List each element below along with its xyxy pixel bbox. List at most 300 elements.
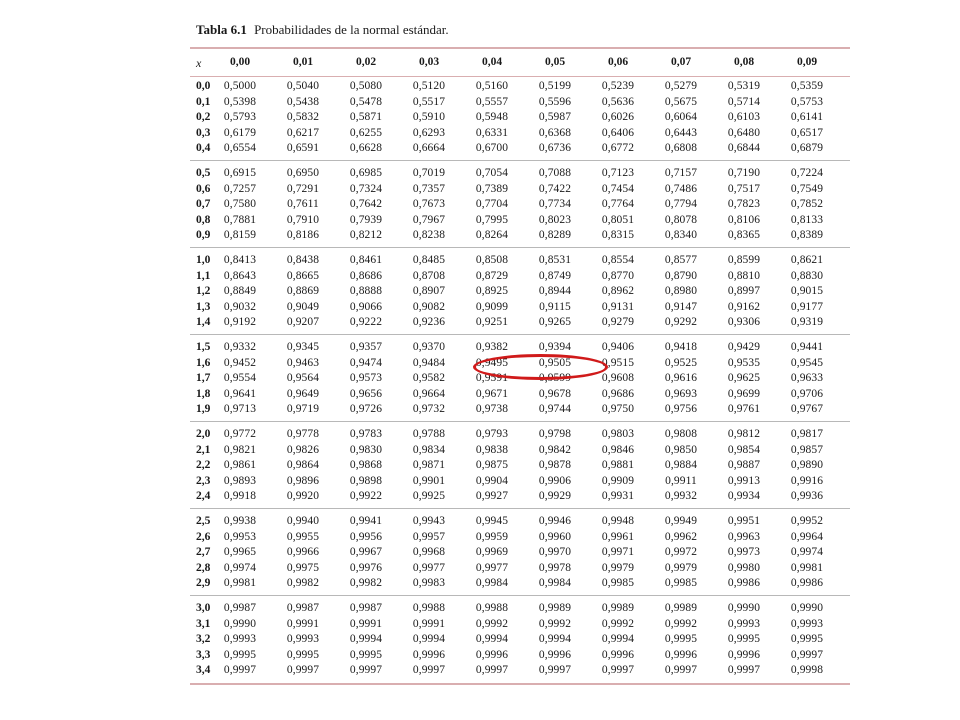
table-cell: 0,8485 [412,254,446,266]
table-cell: 0,9978 [538,561,572,574]
table-row [190,142,850,158]
table-cell: 0,9878 [538,459,572,472]
table-cell: 0,8749 [538,269,572,282]
table-cell: 0,6368 [538,126,572,139]
table-cell: 0,9842 [538,443,572,456]
table-cell: 0,9306 [727,316,761,329]
table-cell: 0,6664 [412,142,446,155]
table-cell: 0,9995 [727,633,761,646]
table-cell: 0,7995 [475,213,509,226]
row-x-label: 3,2 [196,633,211,646]
table-row [190,388,850,404]
table-title: Probabilidades de la normal estándar. [254,22,449,37]
table-cell: 0,5040 [286,80,320,92]
table-cell: 0,6950 [286,167,320,179]
table-cell: 0,9997 [727,664,761,677]
table-cell: 0,6985 [349,167,383,179]
column-header: 0,01 [292,56,314,68]
table-cell: 0,9738 [475,403,509,416]
table-cell: 0,5080 [349,80,383,92]
table-cell: 0,7123 [601,167,635,179]
table-cell: 0,7257 [223,182,257,195]
table-cell: 0,9099 [475,300,509,313]
row-x-label: 1,1 [196,269,211,282]
table-cell: 0,9994 [538,633,572,646]
table-cell: 0,5948 [475,111,509,124]
table-row [190,515,850,531]
table-row [190,111,850,127]
table-cell: 0,9932 [664,490,698,503]
table-cell: 0,9987 [223,602,257,614]
table-cell: 0,9761 [727,403,761,416]
table-row [190,403,850,419]
row-x-label: 2,9 [196,577,211,590]
row-x-label: 1,9 [196,403,211,416]
table-cell: 0,9345 [286,341,320,353]
table-cell: 0,9429 [727,341,761,353]
table-cell: 0,5987 [538,111,572,124]
table-cell: 0,9988 [412,602,446,614]
table-cell: 0,5557 [475,95,509,108]
table-cell: 0,9115 [539,300,571,313]
table-cell: 0,9992 [538,617,572,630]
table-cell: 0,9934 [727,490,761,503]
row-x-label: 2,3 [196,474,211,487]
table-cell: 0,9996 [664,648,698,661]
table-cell: 0,9854 [727,443,761,456]
table-cell: 0,9931 [601,490,635,503]
table-cell: 0,9131 [601,300,635,313]
table-cell: 0,8770 [601,269,635,282]
table-cell: 0,8944 [538,285,572,298]
table-cell: 0,9997 [538,664,572,677]
group-divider [190,595,850,596]
table-cell: 0,9995 [286,648,320,661]
table-cell: 0,9997 [664,664,698,677]
table-cell: 0,6293 [412,126,446,139]
table-cell: 0,8051 [601,213,635,226]
group-divider [190,247,850,248]
table-cell: 0,9936 [790,490,824,503]
table-row [190,444,850,460]
table-cell: 0,8365 [727,229,761,242]
table-cell: 0,8212 [349,229,383,242]
table-cell: 0,9909 [601,474,635,487]
table-cell: 0,7939 [349,213,383,226]
table-cell: 0,9901 [412,474,446,487]
row-x-label: 0,8 [196,213,211,226]
table-row [190,301,850,317]
highlight-ellipse [473,354,608,380]
table-cell: 0,9972 [664,546,698,559]
table-cell: 0,8238 [412,229,446,242]
table-cell: 0,5239 [601,80,635,92]
column-header: 0,04 [481,56,503,68]
table-cell: 0,9986 [790,577,824,590]
table-row [190,602,850,618]
table-cell: 0,9943 [412,515,446,527]
table-scan [190,14,850,704]
table-cell: 0,7291 [286,182,320,195]
row-x-label: 0,1 [196,95,211,108]
group-divider [190,334,850,335]
table-cell: 0,9767 [790,403,824,416]
table-row [190,198,850,214]
table-cell: 0,9995 [349,648,383,661]
table-cell: 0,9992 [475,617,509,630]
table-caption [196,22,449,38]
table-cell: 0,6443 [664,126,698,139]
table-cell: 0,5478 [349,95,383,108]
table-cell: 0,9441 [790,341,824,353]
table-cell: 0,8078 [664,213,698,226]
table-cell: 0,9967 [349,546,383,559]
table-cell: 0,9993 [727,617,761,630]
table-cell: 0,6255 [349,126,383,139]
table-cell: 0,6808 [664,142,698,155]
table-cell: 0,9817 [790,428,824,440]
column-header-row [190,56,850,74]
table-cell: 0,9913 [727,474,761,487]
table-cell: 0,7852 [790,198,824,211]
row-x-label: 3,1 [196,617,211,630]
table-cell: 0,8106 [727,213,761,226]
table-cell: 0,9995 [223,648,257,661]
table-cell: 0,8389 [790,229,824,242]
table-row [190,546,850,562]
row-x-label: 0,2 [196,111,211,124]
table-row [190,127,850,143]
table-cell: 0,9147 [664,300,698,313]
table-cell: 0,9881 [601,459,635,472]
table-cell: 0,9980 [727,561,761,574]
table-cell: 0,5714 [727,95,761,108]
table-cell: 0,9988 [475,602,509,614]
table-cell: 0,9599 [538,372,572,385]
table-cell: 0,8413 [223,254,257,266]
table-cell: 0,8907 [412,285,446,298]
table-cell: 0,8554 [601,254,635,266]
table-cell: 0,9953 [223,530,257,543]
table-cell: 0,9961 [601,530,635,543]
table-cell: 0,9959 [475,530,509,543]
table-cell: 0,8830 [790,269,824,282]
table-cell: 0,9788 [412,428,446,440]
table-cell: 0,7549 [790,182,824,195]
table-cell: 0,9591 [475,372,509,385]
table-cell: 0,9719 [286,403,320,416]
table-cell: 0,5517 [412,95,446,108]
table-cell: 0,9803 [601,428,635,440]
table-cell: 0,9949 [664,515,698,527]
table-cell: 0,8531 [538,254,572,266]
row-x-label: 1,0 [196,254,211,266]
table-cell: 0,8621 [790,254,824,266]
table-cell: 0,9750 [601,403,635,416]
table-cell: 0,8264 [475,229,509,242]
table-cell: 0,5793 [223,111,257,124]
bottom-rule [190,683,850,685]
table-cell: 0,9982 [349,577,383,590]
table-cell: 0,9319 [790,316,824,329]
table-cell: 0,9981 [790,561,824,574]
table-cell: 0,8159 [223,229,257,242]
table-cell: 0,8869 [286,285,320,298]
table-cell: 0,9995 [664,633,698,646]
table-cell: 0,9994 [601,633,635,646]
row-x-label: 1,5 [196,341,211,353]
table-cell: 0,5636 [601,95,635,108]
table-cell: 0,9382 [475,341,509,353]
table-cell: 0,9927 [475,490,509,503]
table-cell: 0,6554 [223,142,257,155]
table-cell: 0,9987 [349,602,383,614]
table-cell: 0,9985 [664,577,698,590]
table-cell: 0,9993 [223,633,257,646]
group-divider [190,160,850,161]
table-cell: 0,9826 [286,443,320,456]
table-cell: 0,7642 [349,198,383,211]
table-cell: 0,9713 [223,403,257,416]
table-cell: 0,9938 [223,515,257,527]
table-cell: 0,9463 [286,356,320,369]
table-cell: 0,6141 [790,111,824,124]
table-cell: 0,5398 [223,95,257,108]
table-cell: 0,7088 [538,167,572,179]
row-x-label: 2,2 [196,459,211,472]
table-cell: 0,9991 [286,617,320,630]
table-cell: 0,9948 [601,515,635,527]
table-cell: 0,8925 [475,285,509,298]
table-cell: 0,6406 [601,126,635,139]
x-header: x [196,56,202,70]
table-cell: 0,7422 [538,182,572,195]
table-cell: 0,9968 [412,546,446,559]
table-cell: 0,9982 [286,577,320,590]
table-cell: 0,5438 [286,95,320,108]
table-cell: 0,9981 [223,577,257,590]
table-cell: 0,9952 [790,515,824,527]
table-cell: 0,9951 [727,515,761,527]
table-cell: 0,9236 [412,316,446,329]
table-cell: 0,5319 [727,80,761,92]
row-x-label: 2,0 [196,428,211,440]
table-cell: 0,9929 [538,490,572,503]
row-x-label: 1,8 [196,387,211,400]
table-row [190,285,850,301]
table-cell: 0,9082 [412,300,446,313]
table-cell: 0,6591 [286,142,320,155]
table-cell: 0,7357 [412,182,446,195]
row-x-label: 1,4 [196,316,211,329]
table-cell: 0,6736 [538,142,572,155]
table-cell: 0,9945 [475,515,509,527]
table-cell: 0,8686 [349,269,383,282]
table-cell: 0,9996 [727,648,761,661]
table-cell: 0,8023 [538,213,572,226]
table-cell: 0,9990 [790,602,824,614]
row-x-label: 0,5 [196,167,211,179]
table-cell: 0,9993 [286,633,320,646]
table-cell: 0,8643 [223,269,257,282]
table-cell: 0,7580 [223,198,257,211]
table-row [190,96,850,112]
table-cell: 0,9911 [665,474,697,487]
table-cell: 0,6879 [790,142,824,155]
row-x-label: 3,0 [196,602,211,614]
top-rule [190,47,850,49]
table-cell: 0,9977 [475,561,509,574]
table-row [190,490,850,506]
table-cell: 0,7190 [727,167,761,179]
table-cell: 0,9997 [790,648,824,661]
column-header: 0,02 [355,56,377,68]
table-cell: 0,8599 [727,254,761,266]
table-cell: 0,9997 [475,664,509,677]
table-cell: 0,9991 [349,617,383,630]
table-row [190,80,850,96]
table-cell: 0,9850 [664,443,698,456]
row-x-label: 2,1 [196,443,211,456]
table-cell: 0,8997 [727,285,761,298]
column-header: 0,06 [607,56,629,68]
column-header: 0,07 [670,56,692,68]
table-cell: 0,6331 [475,126,509,139]
table-cell: 0,9898 [349,474,383,487]
table-cell: 0,6064 [664,111,698,124]
table-cell: 0,9996 [601,648,635,661]
table-cell: 0,9834 [412,443,446,456]
table-cell: 0,9997 [286,664,320,677]
table-cell: 0,7389 [475,182,509,195]
column-header: 0,00 [229,56,251,68]
table-cell: 0,9798 [538,428,572,440]
table-cell: 0,9941 [349,515,383,527]
table-cell: 0,9925 [412,490,446,503]
table-cell: 0,9625 [727,372,761,385]
table-row [190,531,850,547]
table-cell: 0,8729 [475,269,509,282]
table-cell: 0,5199 [538,80,572,92]
table-cell: 0,9671 [475,387,509,400]
table-cell: 0,9793 [475,428,509,440]
table-cell: 0,5675 [664,95,698,108]
table-cell: 0,9778 [286,428,320,440]
table-cell: 0,9996 [475,648,509,661]
table-cell: 0,9979 [664,561,698,574]
table-cell: 0,9997 [223,664,257,677]
group-divider [190,508,850,509]
table-cell: 0,8340 [664,229,698,242]
column-header: 0,09 [796,56,818,68]
table-cell: 0,9987 [286,602,320,614]
table-cell: 0,9756 [664,403,698,416]
table-cell: 0,9808 [664,428,698,440]
table-cell: 0,7454 [601,182,635,195]
table-cell: 0,9993 [790,617,824,630]
row-x-label: 3,3 [196,648,211,661]
table-cell: 0,9990 [223,617,257,630]
table-cell: 0,7324 [349,182,383,195]
table-cell: 0,9554 [223,372,257,385]
table-cell: 0,9985 [601,577,635,590]
table-cell: 0,7764 [601,198,635,211]
table-cell: 0,7157 [664,167,698,179]
table-cell: 0,8315 [601,229,635,242]
table-cell: 0,7224 [790,167,824,179]
table-cell: 0,5871 [349,111,383,124]
table-cell: 0,9857 [790,443,824,456]
table-cell: 0,9890 [790,459,824,472]
table-cell: 0,9783 [349,428,383,440]
table-cell: 0,9015 [790,285,824,298]
table-cell: 0,9971 [601,546,635,559]
table-cell: 0,9991 [412,617,446,630]
table-cell: 0,9162 [727,300,761,313]
table-cell: 0,9535 [727,356,761,369]
table-cell: 0,9963 [727,530,761,543]
table-cell: 0,9292 [664,316,698,329]
table-cell: 0,9984 [538,577,572,590]
table-cell: 0,5120 [412,80,446,92]
table-row [190,577,850,593]
table-cell: 0,9896 [286,474,320,487]
table-cell: 0,9222 [349,316,383,329]
row-x-label: 0,6 [196,182,211,195]
table-cell: 0,9940 [286,515,320,527]
table-cell: 0,9992 [601,617,635,630]
table-cell: 0,9649 [286,387,320,400]
table-cell: 0,9838 [475,443,509,456]
column-header: 0,03 [418,56,440,68]
row-x-label: 0,3 [196,126,211,139]
table-cell: 0,9821 [223,443,257,456]
table-row [190,475,850,491]
table-cell: 0,9664 [412,387,446,400]
table-cell: 0,9922 [349,490,383,503]
row-x-label: 1,6 [196,356,211,369]
table-cell: 0,9394 [538,341,572,353]
table-cell: 0,9418 [664,341,698,353]
table-cell: 0,9265 [538,316,572,329]
row-x-label: 3,4 [196,664,211,677]
table-cell: 0,9633 [790,372,824,385]
table-cell: 0,9656 [349,387,383,400]
table-cell: 0,9515 [601,356,635,369]
table-row [190,316,850,332]
table-cell: 0,6844 [727,142,761,155]
row-x-label: 1,2 [196,285,211,298]
table-cell: 0,9177 [790,300,824,313]
table-cell: 0,9032 [223,300,257,313]
table-cell: 0,9994 [412,633,446,646]
table-cell: 0,9994 [349,633,383,646]
table-cell: 0,8980 [664,285,698,298]
table-cell: 0,9997 [349,664,383,677]
table-cell: 0,9956 [349,530,383,543]
table-cell: 0,6772 [601,142,635,155]
column-header: 0,08 [733,56,755,68]
table-cell: 0,5832 [286,111,320,124]
table-cell: 0,5000 [223,80,257,92]
table-cell: 0,9582 [412,372,446,385]
table-row [190,633,850,649]
table-cell: 0,8289 [538,229,572,242]
table-cell: 0,9192 [223,316,257,329]
table-cell: 0,6179 [223,126,257,139]
table-cell: 0,8577 [664,254,698,266]
table-cell: 0,9875 [475,459,509,472]
